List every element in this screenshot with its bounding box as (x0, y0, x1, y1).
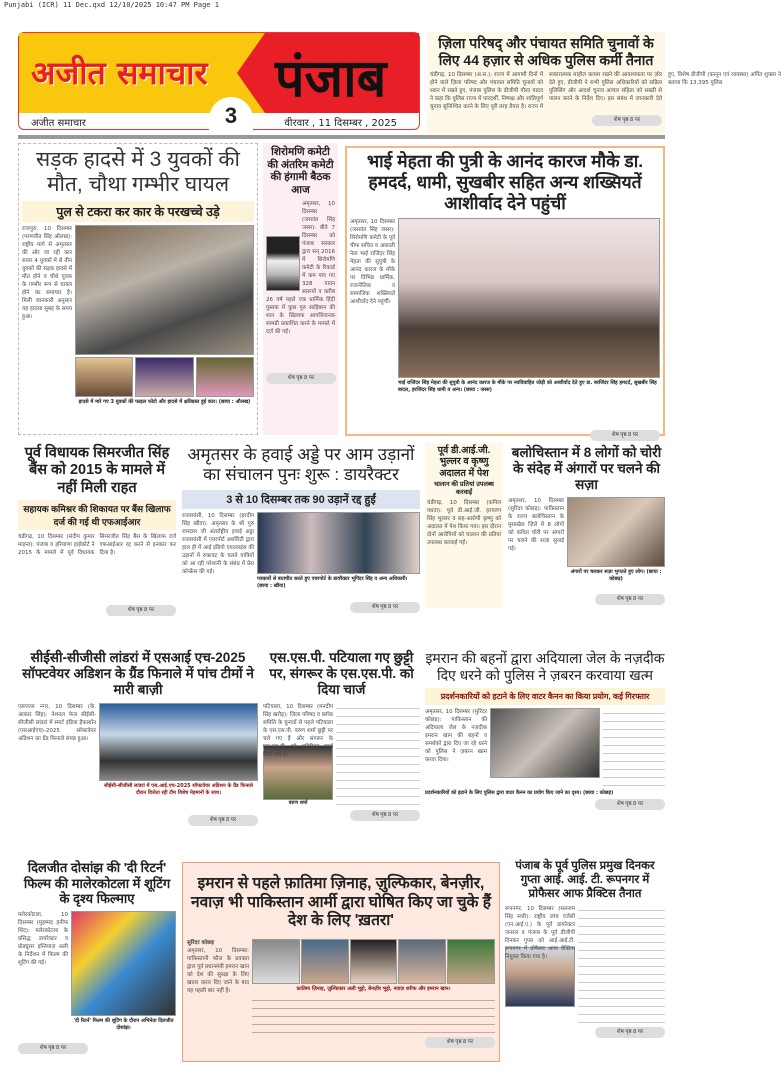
subheadline: सहायक कमिश्नर की शिकायत पर बैंस खिलाफ दर्ज की गई थी एफआईआर (18, 500, 176, 530)
article-wedding (345, 146, 665, 436)
article-hackathon (18, 650, 258, 830)
article-body-cont (578, 905, 665, 1025)
headline: पूर्व विधायक सिमरजीत सिंह बैंस को 2015 के मामले में नहीं मिली राहत (24, 445, 170, 496)
article-body: राजासांसी, 10 दिसम्बर (हरदीप सिंह खीवा): अमृतसर के श्री गुरु रामदास जी अंतर्राष्ट्रीय हवाई अड्डा राजासांसी में एयरपोर्ट अथॉरिटी द्वारा हाल ही में आई इंडिगो एयरलाइंस की उड़ानों में रुकावट के चलते यात्रियों को आ रही परेशानी के संबंध में प्रेस कॉन्फ्रेंस की गई। (182, 512, 254, 575)
brand-logo: अजीत समाचार (31, 54, 208, 92)
firewalk-photo (567, 497, 665, 567)
continued-link[interactable]: शेष पृष्ठ 8 पर (595, 799, 665, 810)
subheadline: 3 से 10 दिसम्बर तक 90 उड़ानें रद्द हुईं (182, 490, 420, 509)
article-body: अमृतसर, 10 दिसम्बर (सुरिंदर कोछड़): पाकिस्तान के राज्य बलोचिस्तान के मुसाखेल ज़िले में 8 लोगों को कथित चोरी पर अंगारों पर चलने की सज़ा सुनाई गई। (508, 497, 564, 552)
continued-link[interactable]: शेष पृष्ठ 8 पर (590, 430, 660, 441)
article-body: अमृतसर, 10 दिसम्बर (सुरिंदर कोछड़): पाकिस्तान की अदियाला जेल के नज़दीक इमरान खान की बहनों व समर्थकों द्वारा दिए जा रहे धरने को पुलिस ने ज़बरन खत्म करवा दिया। (425, 708, 487, 763)
article-body: मलेरकोटला, 10 दिसम्बर (मुहम्मद हनीफ थिंद): मलेरकोटला के प्रसिद्ध डायरैक्टर व प्रोड्यूसर इम्तियाज़ अली के निर्देशन में फिल्म की शूटिंग की गई। (18, 911, 68, 966)
article-body: चंडीगढ़, 10 दिसम्बर (अ.स.): राज्य में आगामी दिनों में होने वाले ज़िला परिषद और पंचायत समिति चुनावों को ध्यान में रखते हुए, पंजाब पुलिस के डीजीपी गौरव यादव ने कहा कि पुलिस राज्य में पारदर्शी, निष्पक्ष और शांतिपूर्ण चुनाव सुनिश्चित करने के लिए पूरी तरह तैयार है। राज्य में सकारात्मक माहौल कायम रखने की आवश्यकता पर ज़ोर देते हुए, डीजीपी ने सभी पुलिस अधिकारियों को सक्रिय पुलिसिंग और आदर्श चुनाव आचार संहिता को सख्ती से पालन करने के निर्देश दिए। इस संबंध में जानकारी देते हुए, विशेष डीजीपी (कानून एवं व्यवस्था) अर्पित शुक्ला ने बताया कि 13,395 पुलिस (430, 71, 781, 110)
nawaz-sharif-photo (398, 939, 446, 984)
headline: शिरोमणि कमेटी की अंतरिम कमेटी की हंगामी बैठक आज (267, 146, 334, 196)
subheadline: प्रदर्शनकारियों को हटाने के लिए वाटर कैनन का किया प्रयोग, कई गिरफ्तार (425, 688, 665, 705)
headline: बलोचिस्तान में 8 लोगों को चोरी के संदेह में अंगारों पर चलने की सज़ा (511, 445, 662, 493)
continued-link[interactable]: शेष पृष्ठ 8 पर (266, 373, 336, 384)
crashed-car-photo (75, 225, 254, 355)
film-shooting-photo (71, 911, 176, 1016)
article-body: रूपनगर, 10 दिसम्बर (सतनाम सिंह सत्ती): राष्ट्रीय जांच एजेंसी (एन.आई.ए.) के पूर्व डायरेक्टर जनरल व पंजाब के पूर्व डीजीपी दिनकर गुप्ता को आई.आई.टी. रूपनगर में प्रोफैसर आफ प्रैक्टिस नियुक्त किया गया है। (505, 906, 575, 961)
photo-caption: फ़ातिमा ज़िनाह, ज़ुल्फिकार अली भुट्टो, बेनज़ीर भुट्टो, नवाज़ शरीफ और इमरान खान। (296, 985, 451, 992)
article-body-cont (252, 995, 495, 1035)
headline: भाई मेहता की पुत्री के आनंद कारज मौके डा. हमदर्द, धामी, सुखबीर सहित अन्य शख्सियतें आशीर्वाद देने पहुंचीं (366, 151, 644, 213)
page-number: 3 (209, 97, 253, 131)
article-diljit (18, 860, 176, 1060)
continued-link[interactable]: शेष पृष्ठ 8 पर (595, 1027, 665, 1038)
article-body: अमृतसर, 10 दिसम्बर: पाकिस्तानी फौज के प्रवक्ता द्वारा पूर्व प्रधानमंत्री इमरान खान को देश की सुरक्षा के लिए खतरा करार दिए जाने के बाद यह पहली बार नहीं है। (187, 947, 249, 994)
article-bains (18, 445, 176, 614)
zulfikar-bhutto-photo (301, 939, 349, 984)
continued-link[interactable]: शेष पृष्ठ 8 पर (350, 602, 420, 613)
photo-caption: भाई राजिंदर सिंह मेहता की सुपुत्री के आनंद कारज के मौके पर नवविवाहित जोड़ी को आशीर्वाद देते हुए डा. बरजिंदर सिंह हमदर्द, सुखबीर सिंह बादल, हरजिंदर सिंह धामी व अन्य। (छाया : जस्स) (398, 380, 657, 393)
headline: ज़िला परिषद् और पंचायत समिति चुनावों के लिए 44 हज़ार से अधिक पुलिस कर्मी तैनात (438, 35, 654, 68)
article-sgpc (263, 143, 338, 435)
headline: पंजाब के पूर्व पुलिस प्रमुख दिनकर गुप्ता आई. आई. टी. रूपनगर में प्रोफैसर आफ प्रैक्टिस तैनात (515, 860, 655, 900)
victim-photo (196, 357, 254, 397)
photo-caption: पत्रकारों से बातचीत करते हुए एयरपोर्ट के डायरैक्टर भूपिंदर सिंह व अन्य अधिकारी। (छाया : खीवा) (257, 575, 408, 589)
photo-caption: अंगारों पर चलकर सज़ा भुगतते हुए लोग। (छाया : कोछड़) (570, 568, 662, 582)
article-airport (182, 445, 420, 610)
continued-link[interactable]: शेष पृष्ठ 8 पर (188, 815, 258, 826)
headline: इमरान से पहले फ़ातिमा ज़िनाह, ज़ुल्फिकार, बेनज़ीर, नवाज़ भी पाकिस्तान आर्मी द्वारा घोषित किए जा चुके हैं देश के लिए 'ख़तरा' (191, 875, 491, 930)
article-body: अमृतसर, 10 दिसम्बर (जसवंत सिंह जस्स): बीते 7 दिसम्बर को पंजाब सरकार द्वारा सन् 2016 में शिरोमणि कमेटी के रिकार्ड में कम पाए गए 328 पावन स्वरूपों व करीब 26 वर्ष पहले एक धार्मिक हिंदी पुस्तक में कुछ गुरु साहिबान की शान के खिलाफ आपत्तिजनक सामग्री प्रकाशित करने के मामले में दर्ज़ की गई। (266, 201, 335, 336)
article-body: राजपुरा, 10 दिसम्बर (परमजीत सिंह औलख): राष्ट्रीय मार्ग से अमृतसर की ओर जा रही कार सवार 4 युवकों में से तीन युवकों की सड़क हादसे में मौत होने व चौथे युवक के गम्भीर रूप से घायल होने का समाचार है। मिली जानकारी अनुसार यह हादसा सुबह के समय हुआ। (22, 226, 72, 321)
victim-photo (135, 357, 193, 397)
article-imran-sisters (425, 650, 665, 830)
photo-caption: वरुण शर्मा (288, 799, 308, 806)
article-body-cont (336, 703, 420, 808)
fatima-jinnah-photo (252, 939, 300, 984)
continued-link[interactable]: शेष पृष्ठ 8 पर (18, 1043, 88, 1054)
continued-link[interactable]: शेष पृष्ठ 8 पर (595, 594, 665, 605)
headline: पूर्व डी.आई.जी. भुल्लर व कृष्णु अदालत में पेश (437, 445, 491, 479)
print-slug: Punjabi (ICR) 11 Dec.qxd 12/10/2025 10:47 PM Page 1 (4, 1, 219, 9)
article-accident (18, 143, 258, 435)
photo-caption: 'दी रिटर्न' फिल्म की शूटिंग के दौरान अभिनेता दिलजीत दोसांझ। (73, 1017, 174, 1031)
article-body-cont (603, 708, 665, 790)
article-dinkar-gupta (505, 860, 665, 1060)
section-title: पंजाब (275, 48, 387, 109)
masthead (18, 32, 420, 130)
issue-date: वीरवार , 11 दिसम्बर , 2025 (284, 118, 397, 129)
footer-brand: अजीत समाचार (31, 118, 86, 129)
subheadline: चालान की प्रतियां उपलब्ध करवाईं (434, 481, 494, 496)
article-ssp (263, 650, 420, 830)
article-pakistan-army (182, 862, 500, 1062)
article-balochistan (508, 445, 665, 610)
article-police-deployment (427, 32, 781, 134)
article-body: पटियाला, 10 दिसम्बर (मनदीप सिंह खरौड़): ज़िला परिषद व ब्लॉक समिति के चुनावों से पहले पटियाला के एस.एस.पी. वरुण शर्मा छुट्टी पर चले गए हैं और संगरूर के एस.एस.पी. को अतिरिक्त चार्ज दिया गया है। (263, 703, 333, 758)
headline: सड़क हादसे में 3 युवकों की मौत, चौथा गम्भीर घायल (36, 148, 240, 197)
protest-photo (490, 708, 600, 778)
photo-caption: हादसे में मारे गए 3 युवकों की फाइल फोटो और हादसे में क्षतिग्रस्त हुई कार। (छाया : औलख) (78, 399, 251, 406)
article-body: एसएएस नगर, 10 दिसम्बर (के. आकार सिंह): नेशनल फेज सीईसी-सीजीसी लांडरां में स्मार्ट इंडिया हैकाथॉन (एसआईएच)-2025 सॉफ्टवेयर अडिशन का ग्रैंड फिनाले संपन्न हुआ। (18, 703, 96, 742)
continued-link[interactable]: शेष पृष्ठ 8 पर (350, 810, 420, 821)
wedding-group-photo (398, 218, 660, 378)
headline: सीईसी-सीजीसी लांडरां में एसआई एच-2025 सॉफ्टवेयर अडिशन के ग्रैंड फिनाले में पांच टीमों ने मारी बाज़ी (22, 650, 254, 698)
article-bhullar (425, 443, 503, 608)
article-body: अमृतसर, 10 दिसम्बर (जसवंत सिंह जस्स): शिरोमणि कमेटी के पूर्व चीफ सचिव व अकाली नेता भाई राजिंदर सिंह मेहता की सुपुत्री के आनंद कारज के मौके पर विभिन्न धार्मिक, राजनीतिक व सामाजिक शख्सियतें आशीर्वाद देने पहुंचीं। (350, 219, 395, 305)
victim-photo (75, 357, 133, 397)
headline: अमृतसर के हवाई अड्डे पर आम उड़ानों का संचालन पुनः शुरू : डायरैक्टर (187, 445, 415, 485)
continued-link[interactable]: शेष पृष्ठ 8 पर (592, 115, 662, 126)
winners-group-photo (99, 703, 258, 781)
press-conference-photo (257, 512, 420, 574)
article-body: चंडीगढ़, 10 दिसम्बर (संदीप कुमार माहना): पंजाब व हरियाणा हाईकोर्ट ने 2015 के मामले में पूर्व विधायक सिमरजीत सिंह बैंस के खिलाफ दर्ज एफआईआर रद्द करने से इनकार कर दिया है। (18, 534, 176, 557)
subheadline: पुल से टकरा कर कार के परखच्चे उड़े (22, 201, 254, 222)
divider (18, 135, 665, 139)
masthead-footer (19, 113, 419, 131)
photo-caption: सीईसी-सीजीसी लांडरां में एस.आई.एच-2025 सॉफ्टवेयर अडिशन के ग्रैंड फिनाले दौरान विजेता रही टीम विशेष मेहमानों के साथ। (104, 782, 253, 796)
headline: इमरान की बहनों द्वारा अदियाला जेल के नज़दीक दिए धरने को पुलिस ने ज़बरन करवाया खत्म (425, 650, 665, 683)
imran-khan-photo (447, 939, 495, 984)
headline: एस.एस.पी. पटियाला गए छुट्टी पर, संगरूर के एस.एस.पी. को दिया चार्ज (269, 650, 414, 698)
continued-link[interactable]: शेष पृष्ठ 8 पर (106, 605, 176, 616)
benazir-bhutto-photo (350, 939, 398, 984)
article-body: चंडीगढ़, 10 दिसम्बर (कपिल वधवा): पूर्व डी.आई.जी. हरचरण सिंह भुल्लर व सह-आरोपी कृष्णु को अदालत में पेश किया गया। इस दौरान दोनों आरोपियों को चालान की प्रतियां उपलब्ध करवाई गईं। (427, 499, 501, 546)
portrait-photo (266, 236, 300, 291)
byline: सुरिंदर कोछड़ (187, 939, 214, 946)
continued-link[interactable]: शेष पृष्ठ 8 पर (425, 1037, 495, 1048)
headline: दिलजीत दोसांझ की 'दी रिटर्न' फिल्म की मालेरकोटला में शूटिंग के दृश्य फिल्माए (23, 860, 171, 907)
photo-caption: प्रदर्शनकारियों को हटाने के लिए पुलिस द्वारा वाटर कैनन का प्रयोग किए जाने का दृश्य। (छाया : कोछड़) (425, 789, 614, 796)
